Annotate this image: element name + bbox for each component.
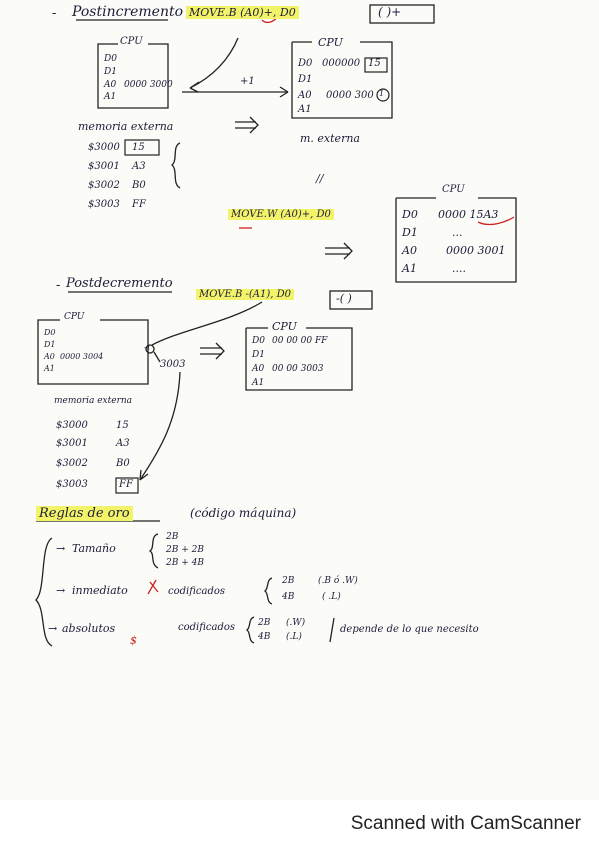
bullet-arrow-2: → (56, 584, 66, 597)
mem2-addr-2: $3002 (56, 458, 88, 469)
arrow-target-value: 3003 (160, 359, 186, 370)
cpu4-a1: A1 (44, 364, 55, 373)
absolutos-cod: codificados (178, 622, 236, 633)
absolutos-4b: 4B (258, 632, 271, 642)
cpu3-d1-value: ... (452, 226, 463, 239)
cpu3-a1: A1 (402, 262, 417, 275)
mem2-addr-0: $3000 (56, 420, 88, 431)
mem-label-short: m. externa (300, 132, 360, 145)
cpu5-a0-value: 00 00 3003 (272, 364, 324, 374)
dash-bullet-2: - (56, 278, 61, 293)
cpu1-d0: D0 (104, 54, 117, 64)
absolutos-label: absolutos (62, 622, 116, 635)
absolutos-2b-note: (.W) (286, 618, 306, 628)
predec-mode: -( ) (336, 292, 352, 305)
cpu1-title: CPU (120, 36, 143, 47)
cpu4-d1: D1 (44, 340, 56, 349)
rules-subtitle: (código máquina) (190, 506, 297, 520)
cpu3-a0-value: 0000 3001 (446, 244, 506, 257)
tamano-opt-3: 2B + 4B (166, 558, 204, 568)
cpu2-a0: A0 (298, 90, 312, 101)
cpu4-a0: A0 (44, 352, 55, 361)
cpu3-a0: A0 (402, 244, 417, 257)
cpu2-d0-byte: 15 (368, 58, 381, 69)
cpu2-d1: D1 (298, 74, 313, 85)
tamano-label: Tamaño (72, 542, 116, 555)
absolutos-2b: 2B (258, 618, 271, 628)
absolutos-4b-note: (.L) (286, 632, 302, 642)
cpu4-title: CPU (64, 312, 85, 322)
predec-mem-label: memoria externa (54, 396, 133, 406)
cpu5-d1: D1 (252, 350, 265, 360)
cpu3-a1-value: .... (452, 262, 466, 275)
cpu3-title: CPU (442, 184, 465, 195)
postinc-instr-word: MOVE.W (A0)+, D0 (228, 209, 334, 220)
predec-instr: MOVE.B -(A1), D0 (196, 289, 294, 300)
inmediato-label: inmediato (72, 584, 128, 597)
bullet-arrow-3: → (48, 622, 58, 635)
cpu4-a0-value: 0000 3004 (60, 352, 104, 361)
mem1-val-3: FF (132, 199, 146, 210)
inmediato-4b-note: ( .L) (322, 592, 341, 602)
mem1-addr-3: $3003 (88, 199, 120, 210)
cpu5-a0: A0 (252, 364, 265, 374)
cpu3-d0-value: 0000 15A3 (438, 208, 499, 221)
ditto-mark: // (316, 172, 324, 185)
cpu1-a0: A0 (104, 80, 117, 90)
absolutos-note: depende de lo que necesito (340, 624, 479, 635)
cpu1-a0-value: 0000 3000 (124, 80, 173, 90)
tamano-opt-1: 2B (166, 532, 179, 542)
cpu2-a0-value: 0000 300 (326, 90, 374, 101)
mem2-val-1: A3 (116, 438, 130, 449)
inmediato-cod: codificados (168, 586, 226, 597)
mem2-addr-3: $3003 (56, 479, 88, 490)
cpu3-d1: D1 (402, 226, 418, 239)
cpu2-a0-digit: 1 (379, 89, 385, 98)
bullet-arrow-1: → (56, 542, 66, 555)
tamano-opt-2: 2B + 2B (166, 545, 204, 555)
mem1-val-2: B0 (132, 180, 146, 191)
cpu1-a1: A1 (104, 92, 117, 102)
rules-title: Reglas de oro (36, 506, 133, 521)
cpu2-d0: D0 (298, 58, 313, 69)
mem2-val-0: 15 (116, 420, 129, 431)
cpu4-d0: D0 (44, 328, 56, 337)
scanner-footer (0, 800, 599, 848)
mem1-val-0: 15 (132, 142, 145, 153)
cpu1-d1: D1 (104, 67, 117, 77)
mem1-addr-2: $3002 (88, 180, 120, 191)
cpu2-d0-value: 000000 (322, 58, 361, 69)
postinc-mode: ( )+ (378, 5, 402, 19)
inmediato-2b: 2B (282, 576, 295, 586)
dollar-mark: $ (130, 634, 137, 647)
predec-heading: Postdecremento (66, 276, 173, 291)
inmediato-2b-note: (.B ó .W) (318, 576, 358, 586)
scanner-watermark: Scanned with CamScanner (350, 813, 581, 834)
cpu5-d0: D0 (252, 336, 265, 346)
plus-one-label: +1 (240, 76, 255, 87)
cpu2-a1: A1 (298, 104, 312, 115)
dash-bullet: - (52, 6, 57, 21)
cpu5-a1: A1 (252, 378, 265, 388)
cpu4-minus-one: -1 (144, 344, 151, 352)
mem1-addr-1: $3001 (88, 161, 120, 172)
cpu5-d0-value: 00 00 00 FF (272, 336, 328, 346)
cpu2-title: CPU (318, 36, 343, 49)
mem2-addr-1: $3001 (56, 438, 88, 449)
mem1-val-1: A3 (132, 161, 146, 172)
postinc-heading: Postincremento (72, 4, 184, 20)
mem2-val-2: B0 (116, 458, 130, 469)
cpu5-title: CPU (272, 320, 297, 333)
inmediato-4b: 4B (282, 592, 295, 602)
mem2-val-3: FF (119, 479, 133, 490)
mem-label: memoria externa (78, 120, 174, 133)
mem1-addr-0: $3000 (88, 142, 120, 153)
postinc-instr: MOVE.B (A0)+, D0 (186, 6, 299, 19)
cpu3-d0: D0 (402, 208, 418, 221)
